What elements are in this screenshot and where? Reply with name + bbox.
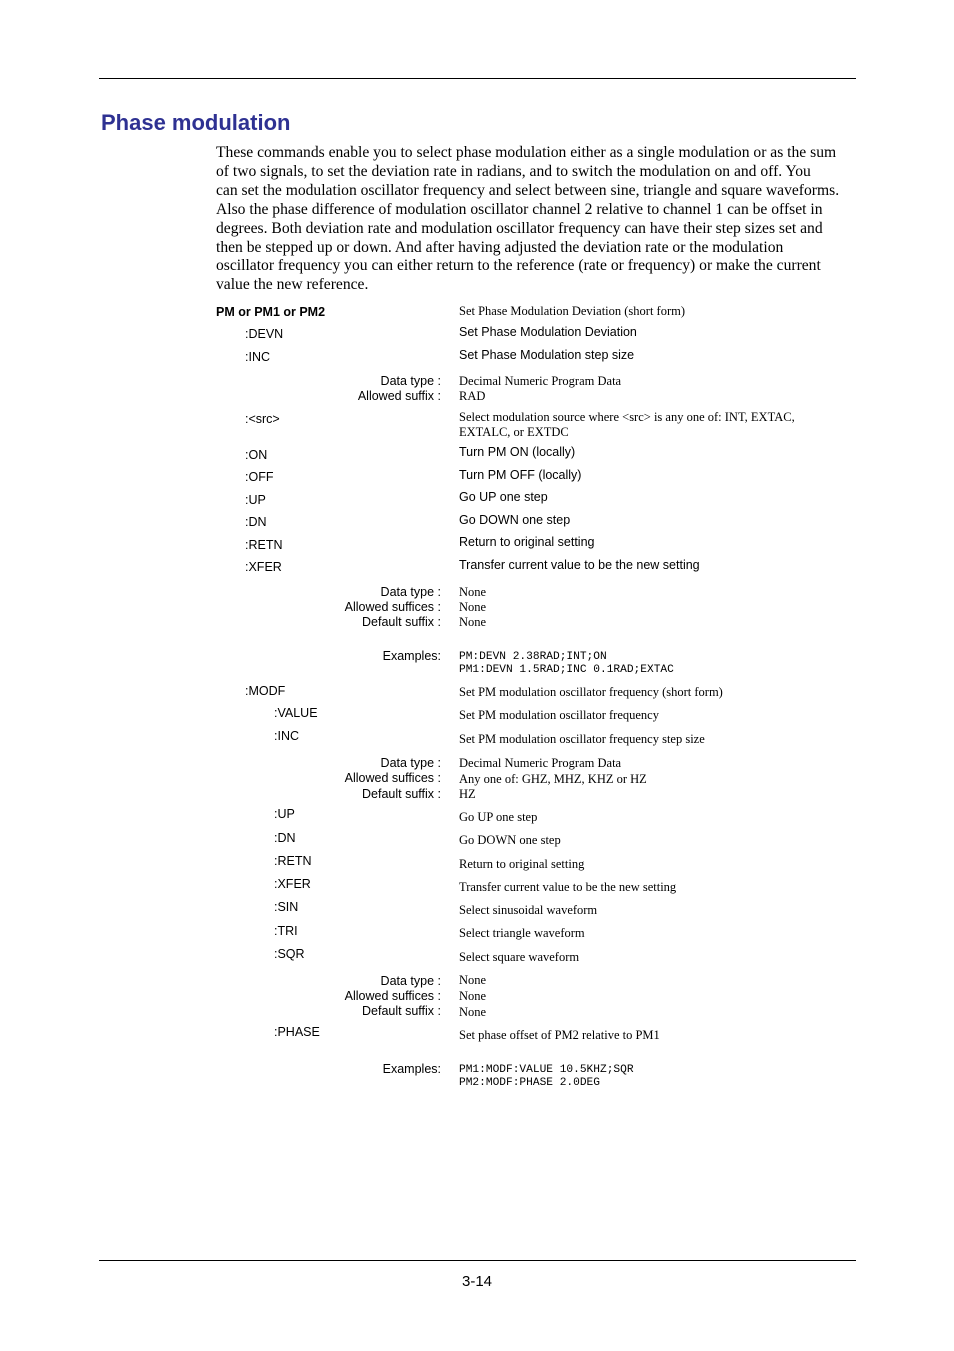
- intro-line: Also the phase difference of modulation oscillator channel 2 relative to channel 1 can be offset in: [216, 200, 823, 218]
- intro-line: oscillator frequency you can either return to the reference (rate or frequency) or make the current: [216, 257, 821, 275]
- modf-command: :MODF: [245, 684, 286, 698]
- allowed-suffix-label: Allowed suffix :: [357, 389, 441, 403]
- modf-inc-command: :INC: [274, 729, 299, 743]
- pm-off-command: :OFF: [245, 470, 274, 484]
- modf-description: Set PM modulation oscillator frequency (short form): [459, 685, 723, 699]
- example-line: PM:DEVN 2.38RAD;INT;ON: [459, 651, 607, 663]
- header-rule: [99, 78, 856, 79]
- pm-command: PM or PM1 or PM2: [216, 305, 326, 319]
- footer-rule: [99, 1260, 856, 1261]
- data-type-label: Data type :: [380, 974, 441, 988]
- example-line: PM1:MODF:VALUE 10.5KHZ;SQR: [459, 1064, 634, 1076]
- modf-xfer-description: Transfer current value to be the new setting: [459, 880, 677, 894]
- default-suffix-value: None: [459, 1005, 487, 1019]
- modf-tri-command: :TRI: [274, 924, 298, 938]
- pm-src-description-cont: EXTALC, or EXTDC: [459, 425, 569, 439]
- allowed-suffices-label: Allowed suffices :: [344, 989, 441, 1003]
- data-type-label: Data type :: [380, 374, 441, 388]
- default-suffix-label: Default suffix :: [362, 1004, 441, 1018]
- pm-on-command: :ON: [245, 448, 268, 462]
- pm-dn-description: Go DOWN one step: [459, 513, 571, 527]
- default-suffix-label: Default suffix :: [362, 615, 441, 629]
- pm-retn-command: :RETN: [245, 538, 283, 552]
- modf-phase-command: :PHASE: [274, 1025, 320, 1039]
- data-type-value: None: [459, 973, 487, 987]
- intro-line: degrees. Both deviation rate and modulation oscillator frequency can have their step sizes set and: [216, 219, 823, 237]
- pm-src-description: Select modulation source where <src> is any one of: INT, EXTAC,: [459, 410, 795, 424]
- allowed-suffices-label: Allowed suffices :: [344, 771, 441, 785]
- modf-phase-description: Set phase offset of PM2 relative to PM1: [459, 1028, 660, 1042]
- page-number: 3-14: [461, 1273, 493, 1290]
- modf-sqr-description: Select square waveform: [459, 950, 580, 964]
- data-type-value: None: [459, 585, 487, 599]
- modf-value-command: :VALUE: [274, 706, 318, 720]
- data-type-value: Decimal Numeric Program Data: [459, 756, 622, 770]
- data-type-value: Decimal Numeric Program Data: [459, 374, 622, 388]
- modf-retn-command: :RETN: [274, 854, 312, 868]
- allowed-suffices-value: Any one of: GHZ, MHZ, KHZ or HZ: [459, 772, 647, 786]
- pm-inc-command: :INC: [245, 350, 270, 364]
- allowed-suffices-label: Allowed suffices :: [344, 600, 441, 614]
- examples-label: Examples:: [382, 1062, 441, 1076]
- pm-src-command: :<src>: [245, 412, 280, 426]
- example-line: PM2:MODF:PHASE 2.0DEG: [459, 1077, 600, 1089]
- pm-up-command: :UP: [245, 493, 266, 507]
- example-line: PM1:DEVN 1.5RAD;INC 0.1RAD;EXTAC: [459, 664, 674, 676]
- modf-dn-command: :DN: [274, 831, 296, 845]
- examples-label: Examples:: [382, 649, 441, 663]
- pm-retn-description: Return to original setting: [459, 535, 595, 549]
- pm-devn-command: :DEVN: [245, 327, 284, 341]
- default-suffix-value: HZ: [459, 787, 476, 801]
- pm-devn-description: Set Phase Modulation Deviation: [459, 325, 637, 339]
- pm-off-description: Turn PM OFF (locally): [459, 468, 582, 482]
- data-type-label: Data type :: [380, 585, 441, 599]
- modf-dn-description: Go DOWN one step: [459, 833, 561, 847]
- allowed-suffices-value: None: [459, 989, 487, 1003]
- modf-retn-description: Return to original setting: [459, 857, 585, 871]
- modf-up-command: :UP: [274, 807, 295, 821]
- modf-xfer-command: :XFER: [274, 877, 311, 891]
- modf-sqr-command: :SQR: [274, 947, 305, 961]
- pm-inc-description: Set Phase Modulation step size: [459, 348, 635, 362]
- intro-line: value the new reference.: [216, 276, 369, 294]
- default-suffix-value: None: [459, 615, 487, 629]
- modf-up-description: Go UP one step: [459, 810, 538, 824]
- pm-description: Set Phase Modulation Deviation (short form): [459, 304, 686, 318]
- pm-on-description: Turn PM ON (locally): [459, 445, 576, 459]
- pm-dn-command: :DN: [245, 515, 267, 529]
- allowed-suffices-value: None: [459, 600, 487, 614]
- pm-xfer-description: Transfer current value to be the new setting: [459, 558, 700, 572]
- pm-xfer-command: :XFER: [245, 560, 282, 574]
- intro-line: These commands enable you to select phase modulation either as a single modulation or as the sum: [216, 144, 837, 161]
- intro-line: of two signals, to set the deviation rate in radians, and to switch the modulation on and off. You: [216, 162, 811, 180]
- modf-inc-description: Set PM modulation oscillator frequency step size: [459, 732, 705, 746]
- default-suffix-label: Default suffix :: [362, 787, 441, 801]
- pm-up-description: Go UP one step: [459, 490, 548, 504]
- section-title: Phase modulation: [101, 110, 291, 135]
- intro-line: can set the modulation oscillator frequency and select between sine, triangle and square waveforms.: [216, 181, 840, 199]
- modf-sin-command: :SIN: [274, 900, 299, 914]
- modf-sin-description: Select sinusoidal waveform: [459, 903, 598, 917]
- intro-line: then be stepped up or down. And after having adjusted the deviation rate or the modulation: [216, 238, 784, 256]
- modf-value-description: Set PM modulation oscillator frequency: [459, 708, 659, 722]
- intro-paragraph: [216, 144, 856, 295]
- data-type-label: Data type :: [380, 756, 441, 770]
- allowed-suffix-value: RAD: [459, 389, 486, 403]
- modf-tri-description: Select triangle waveform: [459, 926, 585, 940]
